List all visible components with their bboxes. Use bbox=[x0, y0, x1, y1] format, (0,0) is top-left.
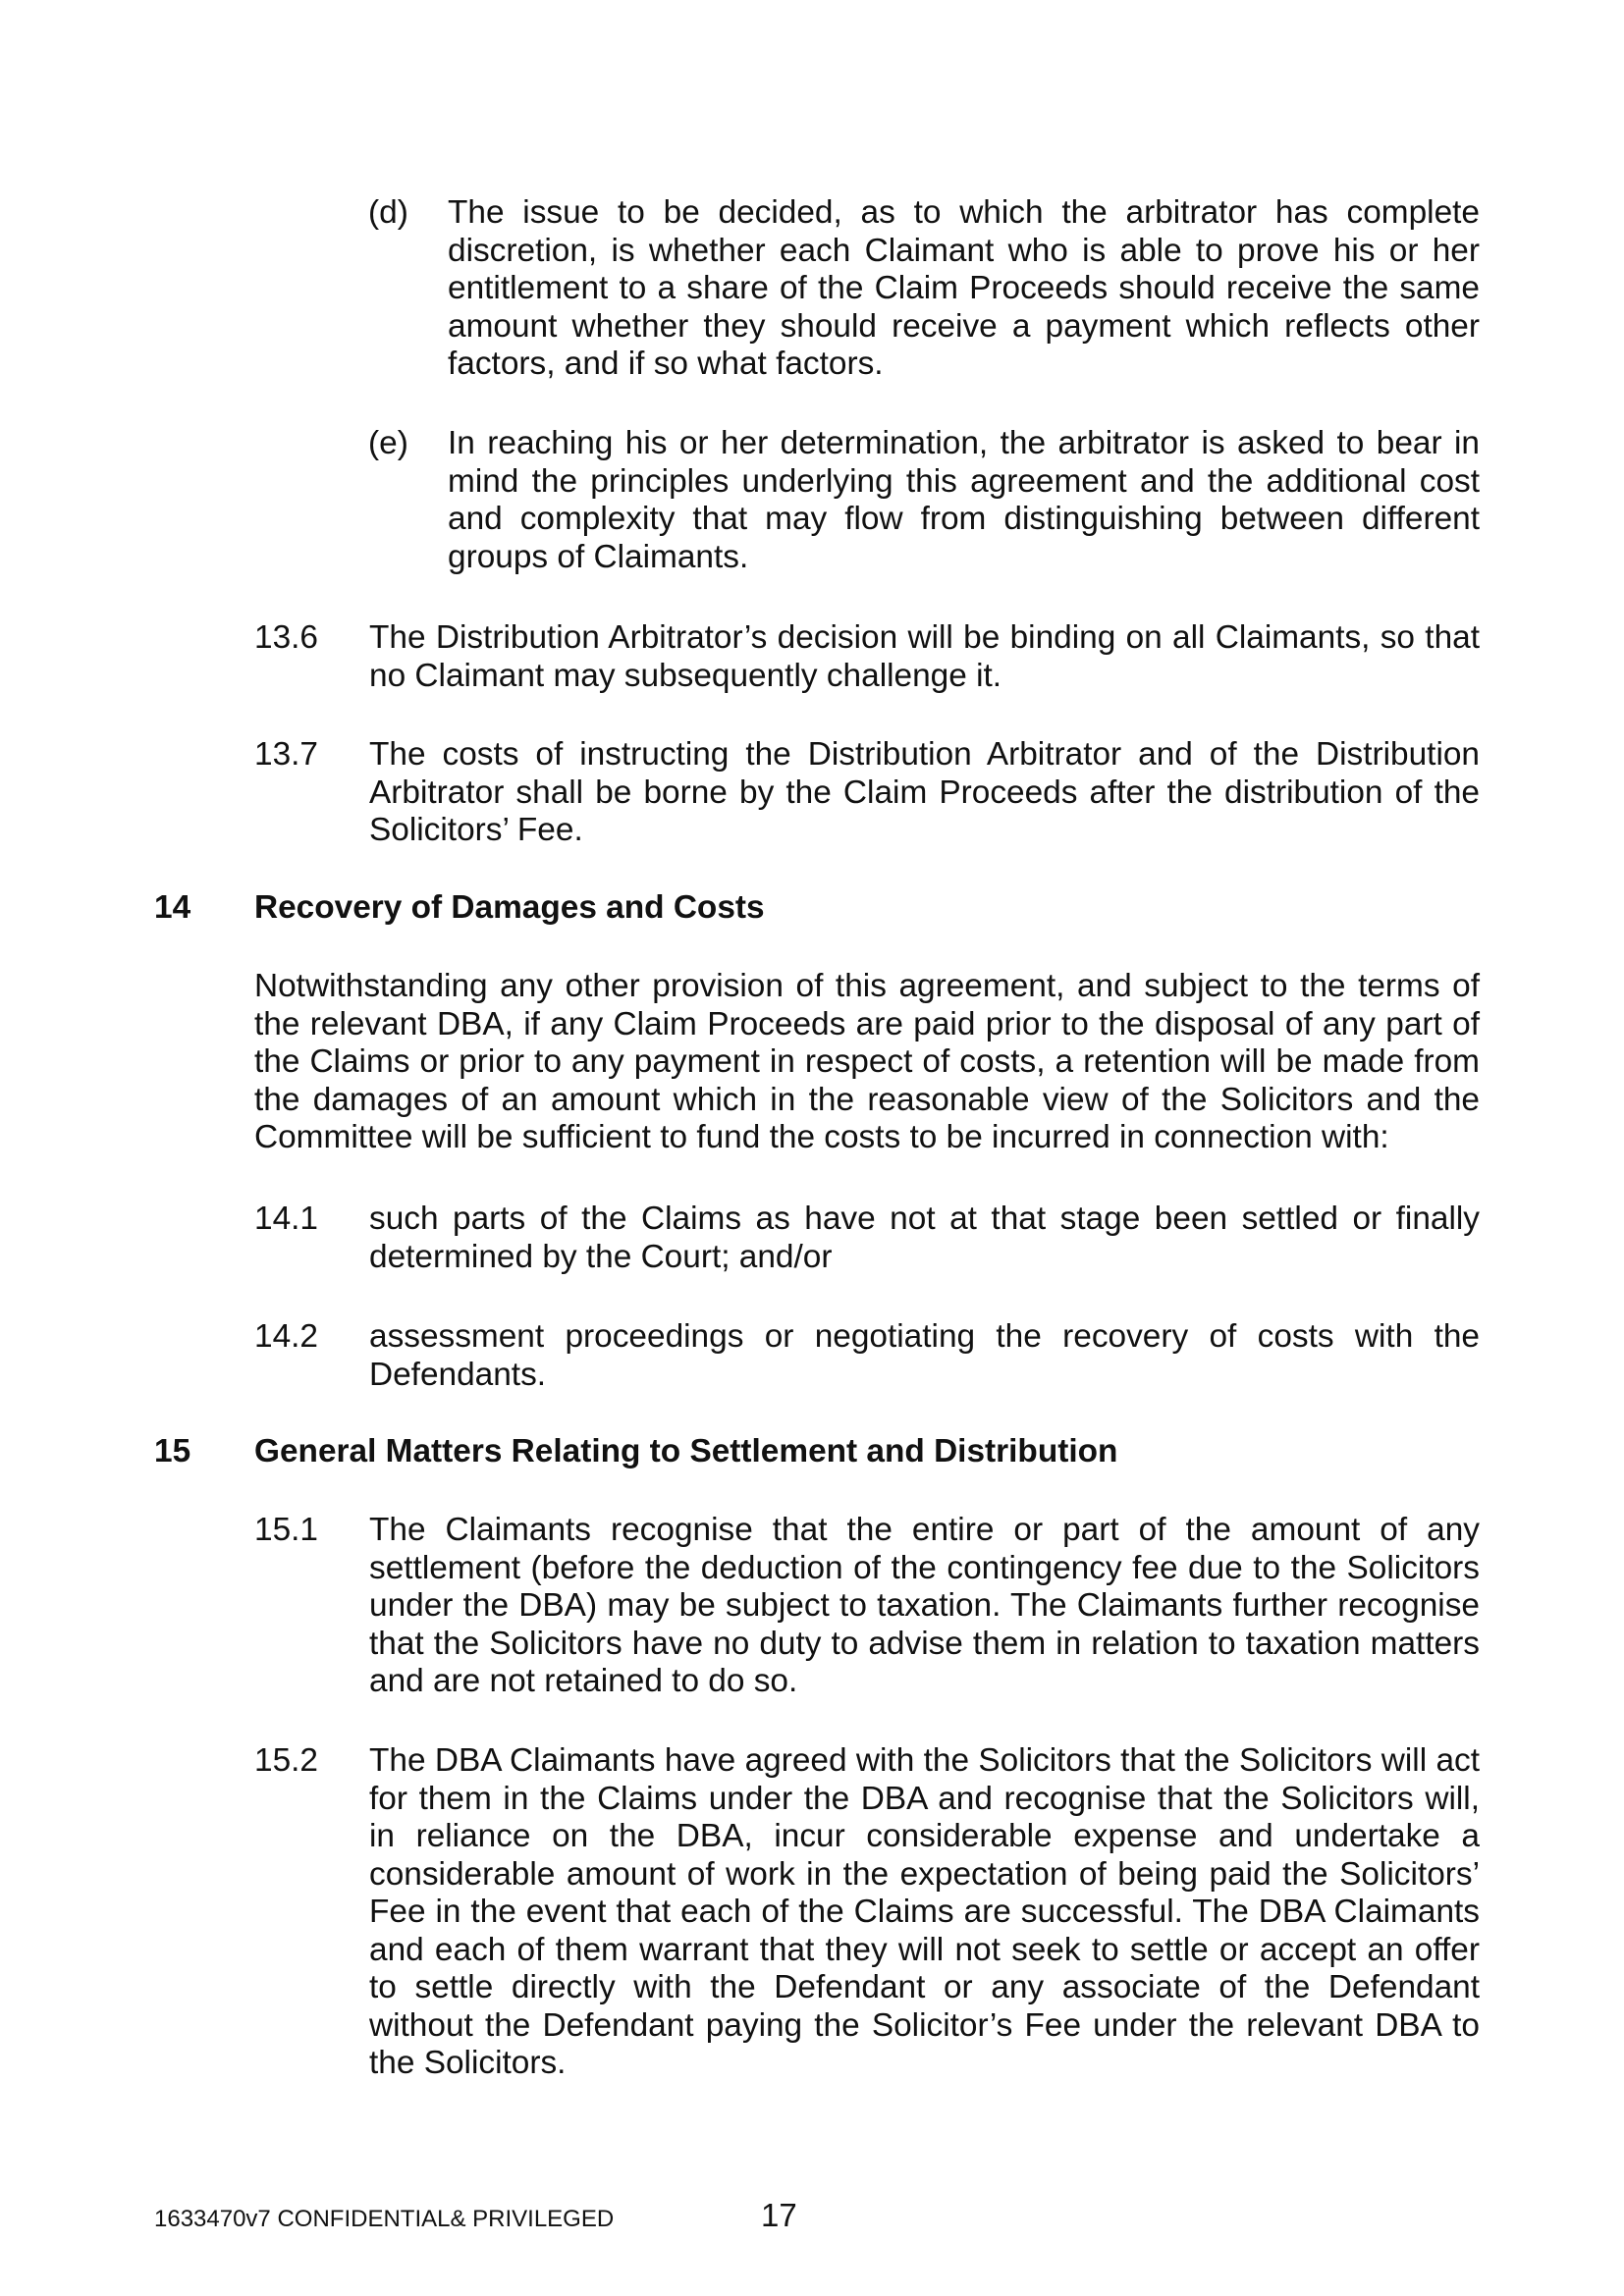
section-title-15: General Matters Relating to Settlement and Distribution bbox=[254, 1433, 1118, 1469]
footer-page-number: 17 bbox=[761, 2197, 797, 2233]
section-number-14: 14 bbox=[154, 889, 191, 926]
section-title-14: Recovery of Damages and Costs bbox=[254, 889, 765, 926]
clause-number-15-2: 15.2 bbox=[254, 1742, 318, 1779]
clause-text-14-2: assessment proceedings or negotiating the recovery of costs with the Defendants. bbox=[369, 1318, 1480, 1393]
clause-number-13-6: 13.6 bbox=[254, 619, 318, 656]
item-label-e: (e) bbox=[368, 425, 408, 461]
clause-number-15-1: 15.1 bbox=[254, 1512, 318, 1548]
clause-text-15-2: The DBA Claimants have agreed with the Solicitors that the Solicitors will act for them in the Claims under the DBA and recognise that the Solicitors will, in reliance on the DBA, incur considerable expense and undertake a considerable amount of work in the expectation of being paid the Solicitors’ Fee in the event that each of the Claims are successful. The DBA Claimants and each of them warrant that they will not seek to settle or accept an offer to settle directly with the Defendant or any associate of the Defendant without the Defendant paying the Solicitor’s Fee under the relevant DBA to the Solicitors. bbox=[369, 1742, 1480, 2081]
clause-number-14-2: 14.2 bbox=[254, 1318, 318, 1355]
clause-text-14-1: such parts of the Claims as have not at that stage been settled or finally determined by the Court; and/or bbox=[369, 1201, 1480, 1275]
clause-text-15-1: The Claimants recognise that the entire or part of the amount of any settlement (before the deduction of the contingency fee due to the Solicitors under the DBA) may be subject to taxation. The Claimants further recognise that the Solicitors have no duty to advise them in relation to taxation matters and are not retained to do so. bbox=[369, 1512, 1480, 1699]
section-number-15: 15 bbox=[154, 1433, 191, 1469]
item-text-d: The issue to be decided, as to which the arbitrator has complete discretion, is whether each Claimant who is able to prove his or her entitlement to a share of the Claim Proceeds should receive the same amount whether they should receive a payment which reflects other factors, and if so what factors. bbox=[448, 194, 1480, 382]
item-label-d: (d) bbox=[368, 194, 408, 231]
section-14-intro: Notwithstanding any other provision of this agreement, and subject to the terms of the relevant DBA, if any Claim Proceeds are paid prior to the disposal of any part of the Claims or prior to any payment in respect of costs, a retention will be made from the damages of an amount which in the reasonable view of the Solicitors and the Committee will be sufficient to fund the costs to be incurred in connection with: bbox=[254, 968, 1480, 1155]
clause-text-13-7: The costs of instructing the Distribution Arbitrator and of the Distribution Arbitrator shall be borne by the Claim Proceeds after the distribution of the Solicitors’ Fee. bbox=[369, 736, 1480, 848]
clause-number-14-1: 14.1 bbox=[254, 1201, 318, 1237]
clause-number-13-7: 13.7 bbox=[254, 736, 318, 773]
footer-document-reference: 1633470v7 CONFIDENTIAL& PRIVILEGED bbox=[154, 2206, 615, 2232]
clause-text-13-6: The Distribution Arbitrator’s decision will be binding on all Claimants, so that no Claimant may subsequently challenge it. bbox=[369, 619, 1480, 694]
item-text-e: In reaching his or her determination, the arbitrator is asked to bear in mind the principles underlying this agreement and the additional cost and complexity that may flow from distinguishing between different groups of Claimants. bbox=[448, 425, 1480, 575]
